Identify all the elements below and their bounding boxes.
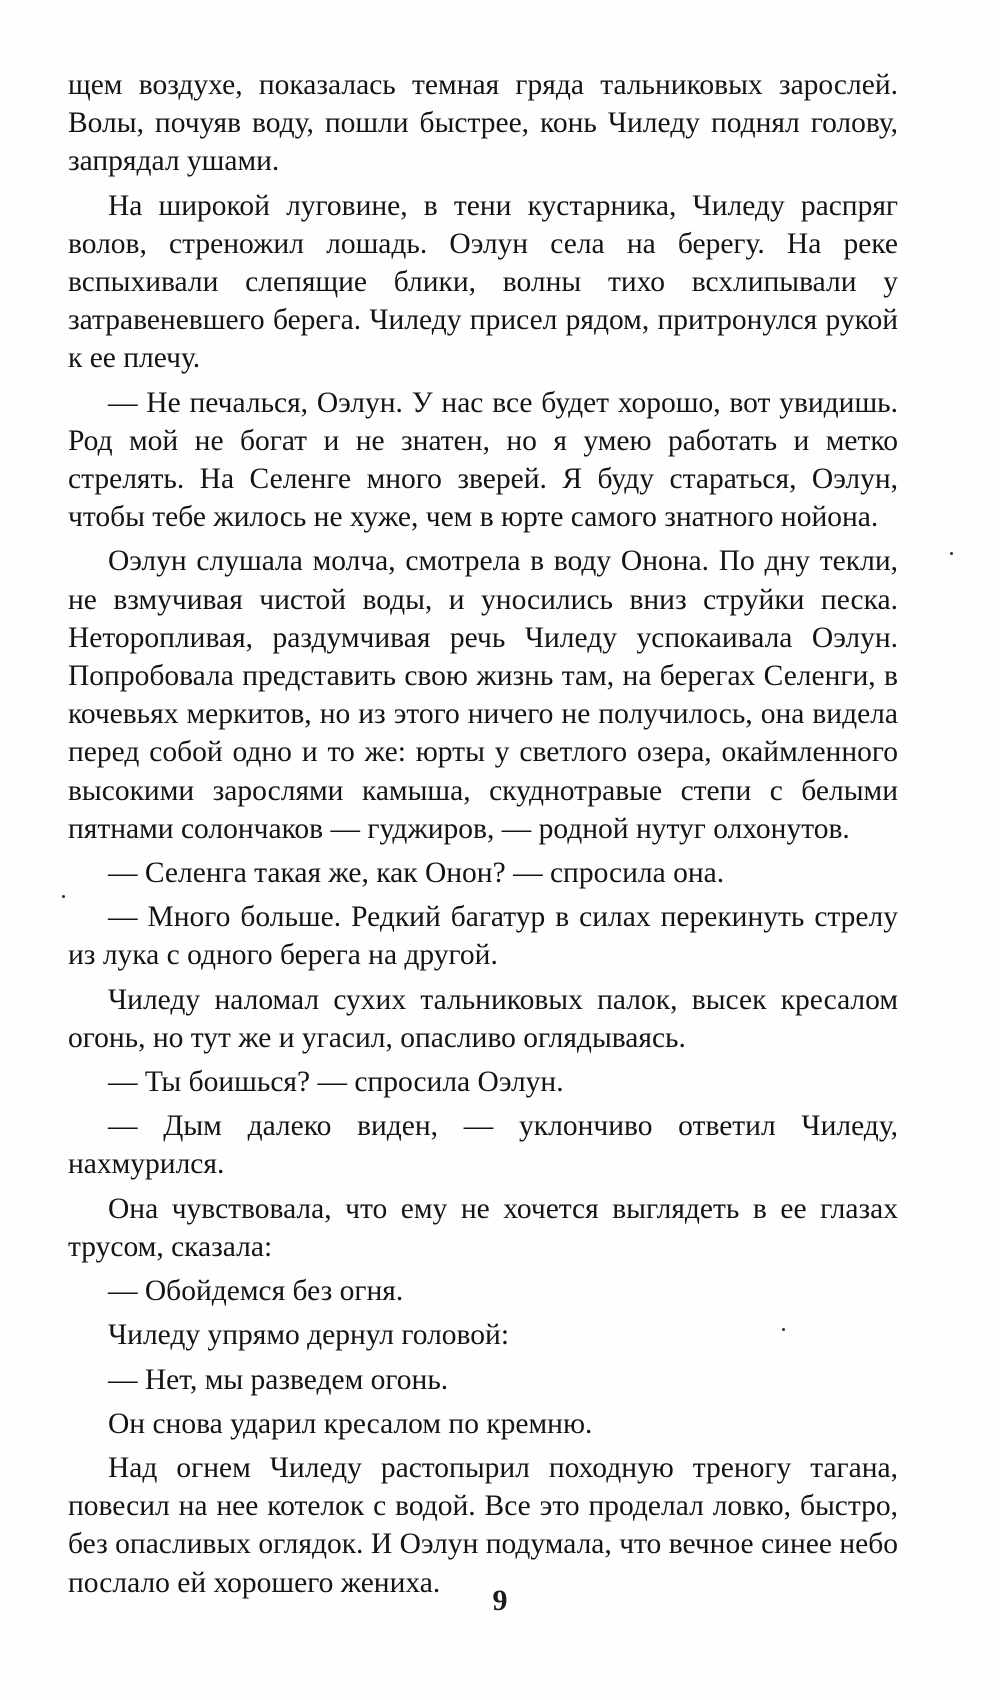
- scan-speck: [62, 895, 65, 898]
- paragraph: Оэлун слушала молча, смотрела в воду Онона. По дну текли, не взмучивая чистой воды, и уносились вниз струйки песка. Неторопливая, раздумчивая речь Чиледу успокаивала Оэлун. Попробовала представить свою жизнь там, на берегах Селенги, в кочевьях меркитов, но из этого ничего не получилось, она видела перед собой одно и то же: юрты у светлого озера, окаймленного высокими зарослями камыша, скуднотравые степи с белыми пятнами солончаков — гуджиров, — родной нутуг олхонутов.: [68, 545, 898, 845]
- body-text: [68, 66, 898, 1602]
- page-number: 9: [492, 1584, 508, 1617]
- paragraph: — Селенга такая же, как Онон? — спросила она.: [108, 857, 725, 890]
- paragraph: — Обойдемся без огня.: [108, 1275, 404, 1308]
- paragraph: — Нет, мы разведем огонь.: [108, 1363, 449, 1396]
- scan-speck: [782, 1328, 785, 1331]
- paragraph: — Ты боишься? — спросила Оэлун.: [108, 1066, 564, 1099]
- paragraph: Чиледу упрямо дернул головой:: [108, 1319, 510, 1352]
- paragraph: Она чувствовала, что ему не хочется выглядеть в ее глазах трусом, сказала:: [68, 1192, 898, 1263]
- paragraph: Над огнем Чиледу растопырил походную треногу тагана, повесил на нее котелок с водой. Все это проделал ловко, быстро, без опасливых оглядок. И Оэлун подумала, что вечное синее небо послало ей хорошего жениха.: [68, 1451, 898, 1599]
- paragraph: Он снова ударил кресалом по кремню.: [108, 1407, 593, 1440]
- paragraph: — Не печалься, Оэлун. У нас все будет хорошо, вот увидишь. Род мой не богат и не знатен, но я умею работать и метко стрелять. На Селенге много зверей. Я буду стараться, Оэлун, чтобы тебе жилось не хуже, чем в юрте самого знатного нойона.: [68, 386, 898, 534]
- paragraph: Чиледу наломал сухих тальниковых палок, высек кресалом огонь, но тут же и угасил, опасливо оглядываясь.: [68, 983, 898, 1054]
- paragraph: На широкой луговине, в тени кустарника, Чиледу распряг волов, стреножил лошадь. Оэлун села на берегу. На реке вспыхивали слепящие блики, волны тихо всхлипывали у затравеневшего берега. Чиледу присел рядом, притронулся рукой к ее плечу.: [68, 189, 898, 375]
- paragraph: щем воздухе, показалась темная гряда тальниковых зарослей. Волы, почуяв воду, пошли быстрее, конь Чиледу поднял голову, запрядал ушами.: [68, 69, 898, 178]
- paragraph: — Дым далеко виден, — уклончиво ответил Чиледу, нахмурился.: [68, 1110, 898, 1181]
- paragraph: — Много больше. Редкий багатур в силах перекинуть стрелу из лука с одного берега на другой.: [68, 901, 898, 972]
- scan-speck: [950, 552, 953, 555]
